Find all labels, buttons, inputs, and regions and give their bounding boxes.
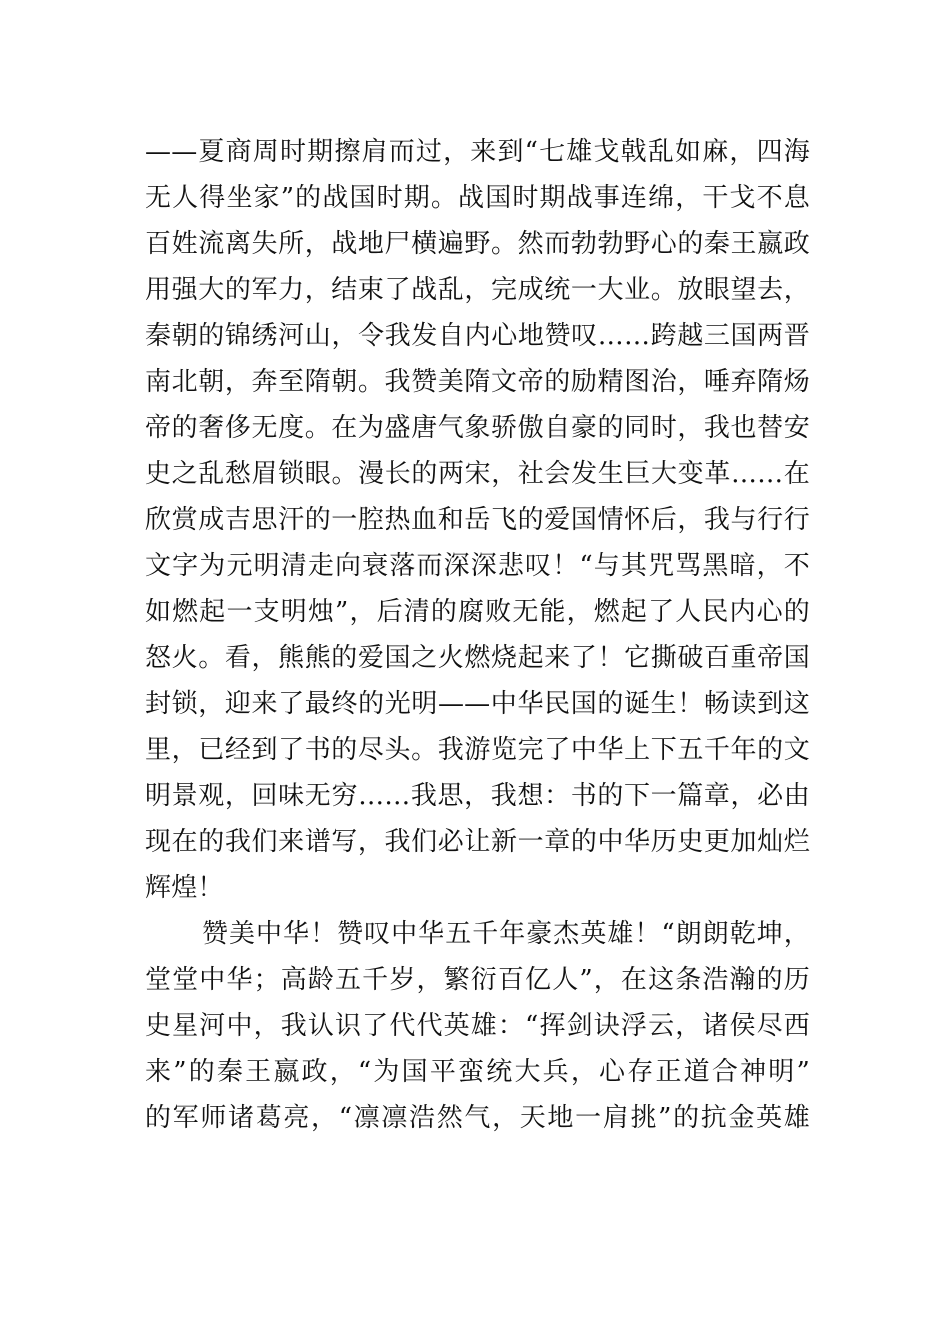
text-line: 明景观，回味无穷……我思，我想：书的下一篇章，必由	[145, 781, 810, 811]
text-line: 欣赏成吉思汗的一腔热血和岳飞的爱国情怀后，我与行行	[145, 505, 810, 535]
text-line: 史星河中，我认识了代代英雄：“挥剑诀浮云，诸侯尽西	[145, 1011, 810, 1041]
text-line: 堂堂中华；高龄五千岁，繁衍百亿人”，在这条浩瀚的历	[145, 965, 810, 995]
text-line: 百姓流离失所，战地尸横遍野。然而勃勃野心的秦王嬴政	[145, 229, 810, 259]
text-line: 来”的秦王嬴政，“为国平蛮统大兵，心存正道合神明”	[145, 1057, 810, 1087]
text-line: 现在的我们来谱写，我们必让新一章的中华历史更加灿烂	[145, 827, 810, 857]
text-line: 里，已经到了书的尽头。我游览完了中华上下五千年的文	[145, 735, 810, 765]
text-line: 辉煌！	[145, 873, 224, 903]
paragraph-first-line: 赞美中华！赞叹中华五千年豪杰英雄！“朗朗乾坤，	[202, 919, 810, 949]
text-line: 无人得坐家”的战国时期。战国时期战事连绵，干戈不息	[145, 183, 810, 213]
text-line: ——夏商周时期擦肩而过，来到“七雄戈戟乱如麻，四海	[145, 137, 810, 167]
text-line: 怒火。看，熊熊的爱国之火燃烧起来了！它撕破百重帝国	[145, 643, 810, 673]
text-line: 帝的奢侈无度。在为盛唐气象骄傲自豪的同时，我也替安	[145, 413, 810, 443]
text-line: 如燃起一支明烛”，后清的腐败无能，燃起了人民内心的	[145, 597, 810, 627]
text-line: 用强大的军力，结束了战乱，完成统一大业。放眼望去，	[145, 275, 810, 305]
text-line: 的军师诸葛亮，“凛凛浩然气，天地一肩挑”的抗金英雄	[145, 1103, 810, 1133]
text-line: 封锁，迎来了最终的光明——中华民国的诞生！畅读到这	[145, 689, 810, 719]
text-line: 史之乱愁眉锁眼。漫长的两宋，社会发生巨大变革……在	[145, 459, 810, 489]
text-line: 秦朝的锦绣河山，令我发自内心地赞叹……跨越三国两晋	[145, 321, 810, 351]
text-line: 文字为元明清走向衰落而深深悲叹！“与其咒骂黑暗，不	[145, 551, 810, 581]
text-line: 南北朝，奔至隋朝。我赞美隋文帝的励精图治，唾弃隋炀	[145, 367, 810, 397]
